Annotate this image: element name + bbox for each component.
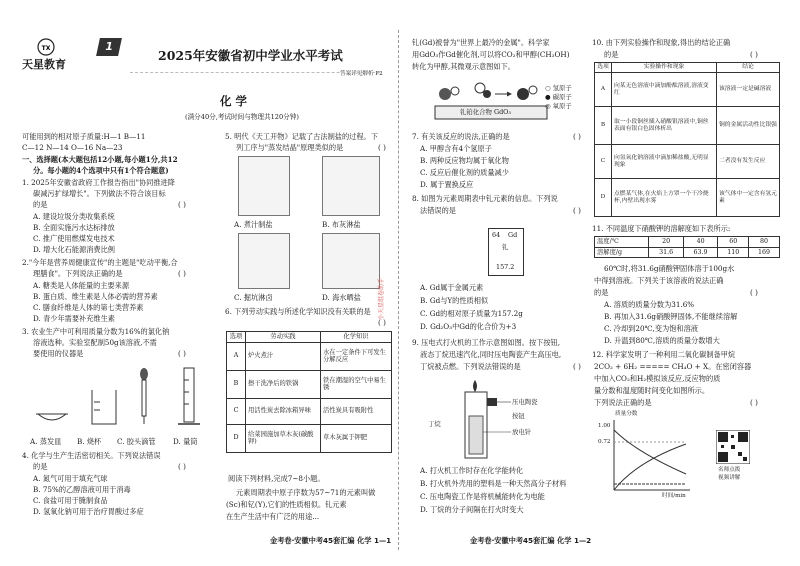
- chart-xlabel: 时间/min: [662, 493, 686, 499]
- gd-intro-line: 钆(Gd)被誉为"世界上最冷的金属"。科学家: [412, 38, 550, 47]
- q11-option[interactable]: A. 溶质的质量分数为31.6%: [604, 300, 695, 309]
- brand-name: 天星教育: [22, 58, 66, 71]
- chart-tick-label: 1.00: [598, 423, 611, 429]
- table-cell: 20: [649, 237, 683, 248]
- q3-option[interactable]: D. 量筒: [173, 437, 198, 446]
- figure-ash-leaching: [322, 156, 380, 216]
- molecule-icon: [451, 87, 459, 95]
- q3-answer-slot[interactable]: ( ): [178, 349, 186, 358]
- molecule-icon: [439, 88, 451, 100]
- passage-line: 元素周期表中原子序数为57~71的元素叫做: [236, 488, 376, 497]
- answer-ref: 答案详见解析 P2: [340, 71, 383, 77]
- chart-tick-label: 0.72: [598, 439, 611, 445]
- exam-title: 2025年安徽省初中学业水平考试: [158, 48, 343, 63]
- q6-line: 6. 下列劳动实践与所述化学知识没有关联的是: [225, 307, 371, 316]
- table-cell: B: [595, 107, 612, 145]
- q8-option[interactable]: B. Gd与Y的性质相似: [420, 296, 489, 305]
- evaporating-dish-icon: [36, 414, 68, 420]
- table-cell: 铁在潮湿的空气中易生锈: [321, 370, 392, 398]
- q12-line: 量分数和温度随时间变化如图所示。: [594, 386, 710, 395]
- table-cell: 活性炭具有吸附性: [321, 398, 392, 424]
- passage-line: (Sc)和钇(Y),它们的性质相似。钆元素: [226, 500, 347, 509]
- series-line-product: [614, 444, 686, 490]
- watermark: 小天星组卷助手: [378, 277, 385, 320]
- table-cell: 取一小段铜丝插入硝酸银溶液中,铜丝表面有银白色固体析出: [612, 107, 717, 145]
- table-cell: C: [595, 145, 612, 179]
- svg-text:TX: TX: [41, 45, 51, 52]
- table-row: [227, 370, 392, 398]
- label-butane: 丁烷: [428, 420, 441, 428]
- footer-right: 金考卷·安徽中考45套汇编 化学 1—2: [470, 536, 592, 545]
- footer-left: 金考卷·安徽中考45套汇编 化学 1—1: [270, 536, 392, 545]
- legend-oxygen: ◎ 氧原子: [545, 102, 572, 110]
- table-head-cell: 劳动实践: [246, 332, 321, 343]
- graduated-cylinder-icon: [178, 368, 200, 424]
- table-cell: 点燃某气体,在火焰上方罩一个干冷烧杯,内壁出现水雾: [612, 179, 717, 217]
- figure-boil-brine: [238, 156, 290, 216]
- q1-answer-slot[interactable]: ( ): [178, 200, 186, 209]
- q10-answer-slot[interactable]: ( ): [750, 50, 758, 59]
- q5-option[interactable]: B. 布灰淋盐: [322, 220, 361, 229]
- molecule-icon: [483, 90, 491, 98]
- q12-mass-fraction-chart: [596, 412, 696, 504]
- q1-line: 的是: [33, 200, 48, 209]
- q9-line: 丁烷被点燃。下列说法错误的是: [420, 362, 521, 371]
- qr-label: 视频讲解: [718, 475, 741, 481]
- gd-intro-line: 转化为甲醇,其微观示意图如下。: [412, 62, 515, 71]
- q1-option[interactable]: D. 增大化石能源消费比例: [33, 245, 115, 254]
- qr-code[interactable]: [716, 430, 750, 464]
- table-cell: 该气体中一定含有氢元素: [717, 179, 780, 217]
- q9-option[interactable]: B. 打火机外壳用的塑料是一种天然高分子材料: [420, 479, 567, 488]
- table-cell: 31.6: [649, 247, 683, 258]
- table-cell: A: [227, 342, 246, 370]
- q11-option[interactable]: D. 升温到80℃,溶质的质量分数增大: [604, 336, 720, 345]
- series-line-reactant: [614, 430, 686, 474]
- q6-answer-slot[interactable]: ( ): [378, 318, 386, 327]
- q2-answer-slot[interactable]: ( ): [178, 269, 186, 278]
- label-button: 按钮: [512, 412, 525, 420]
- q2-option[interactable]: D. 青少年需要补充维生素: [33, 314, 115, 323]
- table-row: [595, 237, 780, 248]
- beaker-icon: [92, 390, 116, 424]
- q4-option[interactable]: C. 食盐可用于腌制食品: [33, 496, 108, 505]
- element-symbol: Gd: [508, 231, 518, 239]
- q9-line: 9. 压电式打火机的工作示意图如图。按下按钮,: [412, 338, 560, 347]
- table-row: [595, 145, 780, 179]
- table-head-cell: 结论: [717, 63, 780, 73]
- q1-option[interactable]: B. 全面实施污水达标排放: [33, 223, 115, 232]
- q4-line: 的是: [33, 462, 48, 471]
- q8-option[interactable]: A. Gd属于金属元素: [420, 283, 484, 292]
- q9-option[interactable]: D. 丁烷的分子间隔在打火时变大: [420, 505, 524, 514]
- q11-line: 60℃时,将31.6g硝酸钾固体溶于100g水: [604, 264, 735, 273]
- molecule-icon: [529, 86, 537, 94]
- atomic-mass: 157.2: [496, 263, 515, 271]
- q11-option[interactable]: C. 冷却到20℃,变为饱和溶液: [604, 324, 698, 333]
- table-head-cell: 选项: [595, 63, 612, 73]
- q10-line: 10. 由下列实验操作和现象,得出的结论正确: [592, 38, 731, 47]
- table-header: [595, 63, 780, 73]
- q1-line: 1. 2025年安徽省政府工作报告指出"协同推进降: [22, 178, 175, 187]
- q5-line: 列工序与"蒸发结晶"原理类似的是: [236, 143, 344, 152]
- catalyst-label: 钆铂化合物 GdO₃: [460, 108, 511, 116]
- table-cell: 给菜园施加草木灰(碳酸钾): [246, 424, 321, 452]
- table-cell: 110: [718, 247, 749, 258]
- qr-label: 名师点拨: [718, 467, 741, 473]
- q4-answer-slot[interactable]: ( ): [178, 462, 186, 471]
- atomic-mass-2: C—12 N—14 O—16 Na—23: [22, 143, 123, 152]
- q10-line: 的是: [604, 50, 619, 59]
- flame-icon: [473, 380, 477, 392]
- table-header: [227, 332, 392, 343]
- table-cell: 40: [683, 237, 717, 248]
- table-cell: 铜的金属活动性比银强: [717, 107, 780, 145]
- q11-line: 11. 不同温度下硝酸钾的溶解度如下表所示:: [592, 224, 731, 233]
- q6-table: [226, 331, 392, 453]
- page-fold-line: [398, 30, 399, 550]
- brand-logo: [32, 38, 60, 60]
- q8-option[interactable]: C. Gd的相对原子质量为157.2g: [420, 309, 523, 318]
- q7-option[interactable]: D. 属于置换反应: [420, 180, 474, 189]
- table-head-cell: 温度/℃: [595, 237, 649, 248]
- q12-line: 中加入CO₂和H₂模拟该反应,反应物的质: [594, 374, 721, 383]
- section1-heading: 一、选择题(本大题包括12小题,每小题1分,共12: [22, 155, 178, 164]
- molecule-icon: [517, 88, 529, 100]
- q7-option[interactable]: A. 甲醇含有4个氢原子: [420, 144, 492, 153]
- table-head-cell: 化学知识: [321, 332, 392, 343]
- q3-option[interactable]: A. 蒸发皿: [30, 437, 62, 446]
- table-cell: 二者没有发生反应: [717, 145, 780, 179]
- q12-line: 12. 科学家发明了一种利用二氧化碳制备甲烷: [592, 350, 736, 359]
- passage-line: 在生产生活中有广泛的用途...: [226, 512, 320, 521]
- label-piezo: 压电陶瓷: [512, 398, 538, 406]
- q1-option[interactable]: A. 建设垃圾分类收集系统: [33, 212, 115, 221]
- table-cell: 向氢氧化钠溶液中滴加稀盐酸,无明显现象: [612, 145, 717, 179]
- q11-option[interactable]: B. 再加入31.6g硝酸钾固体,不能继续溶解: [604, 312, 738, 321]
- q5-answer-slot[interactable]: ( ): [378, 143, 386, 152]
- section1-heading-2: 分。每小题的4个选项中只有1个符合题意): [33, 166, 169, 175]
- table-row: [595, 73, 780, 107]
- page-num: 1: [103, 40, 115, 53]
- table-cell: 60: [718, 237, 749, 248]
- molecule-icon: [475, 83, 485, 93]
- q2-line: 2."今年是营养周健康宣传"的主题是"吃动平衡,合: [22, 258, 178, 267]
- legend-carbon: ● 碳原子: [545, 93, 572, 101]
- q7-option[interactable]: B. 两种反应物均属于氧化物: [420, 156, 509, 165]
- passage-intro: 阅读下列材料,完成7~8小题。: [228, 474, 325, 483]
- q1-option[interactable]: C. 推广使用燃煤发电技术: [33, 234, 115, 243]
- q3-option[interactable]: C. 胶头滴管: [117, 437, 156, 446]
- exam-info: (满分40分,考试时间与物理共120分钟): [185, 113, 299, 121]
- q2-option[interactable]: B. 蛋白质、维生素是人体必需的营养素: [33, 292, 158, 301]
- q2-line: 理膳食"。下列说法正确的是: [33, 269, 123, 278]
- table-cell: 擦干洗净后的铁锅: [246, 370, 321, 398]
- q5-option[interactable]: A. 煮汁制盐: [234, 220, 273, 229]
- q5-option[interactable]: C. 掘坑淋卤: [234, 293, 273, 302]
- q5-option[interactable]: D. 海水晒盐: [322, 293, 361, 302]
- q9-option[interactable]: C. 压电陶瓷工作是将机械能转化为电能: [420, 492, 545, 501]
- table-row: [227, 424, 392, 452]
- title-divider: [130, 72, 380, 73]
- table-cell: D: [227, 424, 246, 452]
- chart-ylabel: 质量分数: [615, 411, 638, 417]
- table-cell: D: [595, 179, 612, 217]
- table-cell: 水在一定条件下可发生分解反应: [321, 342, 392, 370]
- star-logo-icon: [32, 38, 60, 60]
- q4-option[interactable]: B. 75%的乙醇溶液可用于消毒: [33, 485, 131, 494]
- q3-line: 溶液选种。实验室配制50g该溶液,不需: [33, 338, 157, 347]
- q12-line: 下列说法正确的是: [594, 398, 652, 407]
- q3-option[interactable]: B. 烧杯: [77, 437, 102, 446]
- table-cell: 用活性炭去除冰箱异味: [246, 398, 321, 424]
- table-row: [595, 179, 780, 217]
- table-cell: 向某无色溶液中滴加酚酞溶液,溶液变红: [612, 73, 717, 107]
- table-head-cell: 选项: [227, 332, 246, 343]
- q4-line: 4. 化学与生产生活密切相关。下列说法错误: [22, 451, 161, 460]
- q11-line: 的是: [594, 288, 609, 297]
- table-cell: A: [595, 73, 612, 107]
- label-discharge: 放电针: [512, 428, 532, 436]
- table-cell: 炉火煮汁: [246, 342, 321, 370]
- element-name: 钆: [502, 243, 509, 251]
- table-cell: 该溶液一定是碱溶液: [717, 73, 780, 107]
- table-row: [227, 342, 392, 370]
- q11-answer-slot[interactable]: ( ): [750, 288, 758, 297]
- q3-line: 要使用的仪器是: [33, 349, 84, 358]
- table-row: [595, 247, 780, 258]
- lab-instruments-figure: [30, 362, 220, 432]
- table-row: [227, 398, 392, 424]
- figure-sea-salt: [322, 233, 380, 289]
- q9-answer-slot[interactable]: ( ): [573, 362, 581, 371]
- q4-option[interactable]: A. 氮气可用于填充气球: [33, 474, 108, 483]
- table-cell: 草木灰属于钾肥: [321, 424, 392, 452]
- page-number-badge: [96, 38, 122, 56]
- table-cell: 80: [749, 237, 780, 248]
- atomic-number: 64: [492, 231, 501, 239]
- q11-line: 中得到溶液。下列关于该溶液的说法正确: [594, 276, 724, 285]
- table-head-cell: 溶解度/g: [595, 247, 649, 258]
- q7-option[interactable]: C. 反应后催化剂的质量减少: [420, 168, 509, 177]
- q10-table: [594, 62, 780, 217]
- q1-line: 碳减污扩绿增长"。下列做法不符合该目标: [33, 189, 166, 198]
- q8-line: 8. 如图为元素周期表中钆元素的信息。下列说: [412, 194, 558, 203]
- q5-line: 5. 明代《天工开物》记载了古法制盐的过程。下: [225, 132, 378, 141]
- figure-pit-brine: [238, 233, 290, 289]
- subject-title: 化 学: [220, 94, 248, 108]
- q8-line: 法错误的是: [420, 206, 456, 215]
- table-cell: B: [227, 370, 246, 398]
- table-cell: 63.9: [683, 247, 717, 258]
- table-cell: 169: [749, 247, 780, 258]
- q7-line: 7. 有关该反应的说法,正确的是: [412, 132, 510, 141]
- dropper-icon: [140, 368, 148, 424]
- element-cell-gd: [488, 228, 524, 276]
- q2-option[interactable]: A. 糖类是人体能量的主要来源: [33, 281, 130, 290]
- table-row: [595, 107, 780, 145]
- q9-option[interactable]: A. 打火机工作时存在化学能转化: [420, 466, 524, 475]
- table-head-cell: 实验操作和现象: [612, 63, 717, 73]
- atomic-mass-1: 可能用到的相对原子质量:H—1 B—11: [22, 132, 146, 141]
- q8-option[interactable]: D. Gd₂O₃中Gd的化合价为+3: [420, 322, 517, 331]
- q2-option[interactable]: C. 膳食纤维是人体的第七类营养素: [33, 303, 144, 312]
- q12-answer-slot[interactable]: ( ): [750, 398, 758, 407]
- table-cell: C: [227, 398, 246, 424]
- q9-line: 液态丁烷迅速汽化,同时压电陶瓷产生高压电,: [420, 350, 562, 359]
- q11-table: [594, 236, 780, 258]
- legend-hydrogen: ○ 氢原子: [545, 84, 572, 92]
- gd-intro-line: 用GdO₃作Gd催化剂,可以将CO₂和甲醇(CH₃OH): [412, 50, 570, 59]
- q4-option[interactable]: D. 氢氧化钠可用于治疗胃酸过多症: [33, 507, 144, 516]
- q7-answer-slot[interactable]: ( ): [573, 132, 581, 141]
- q8-answer-slot[interactable]: ( ): [573, 206, 581, 215]
- q3-line: 3. 农业生产中可利用质量分数为16%的氯化钠: [22, 327, 170, 336]
- q12-line: 2CO₂ + 6H₂ ===== CH₄O + X。在密闭容器: [594, 362, 752, 371]
